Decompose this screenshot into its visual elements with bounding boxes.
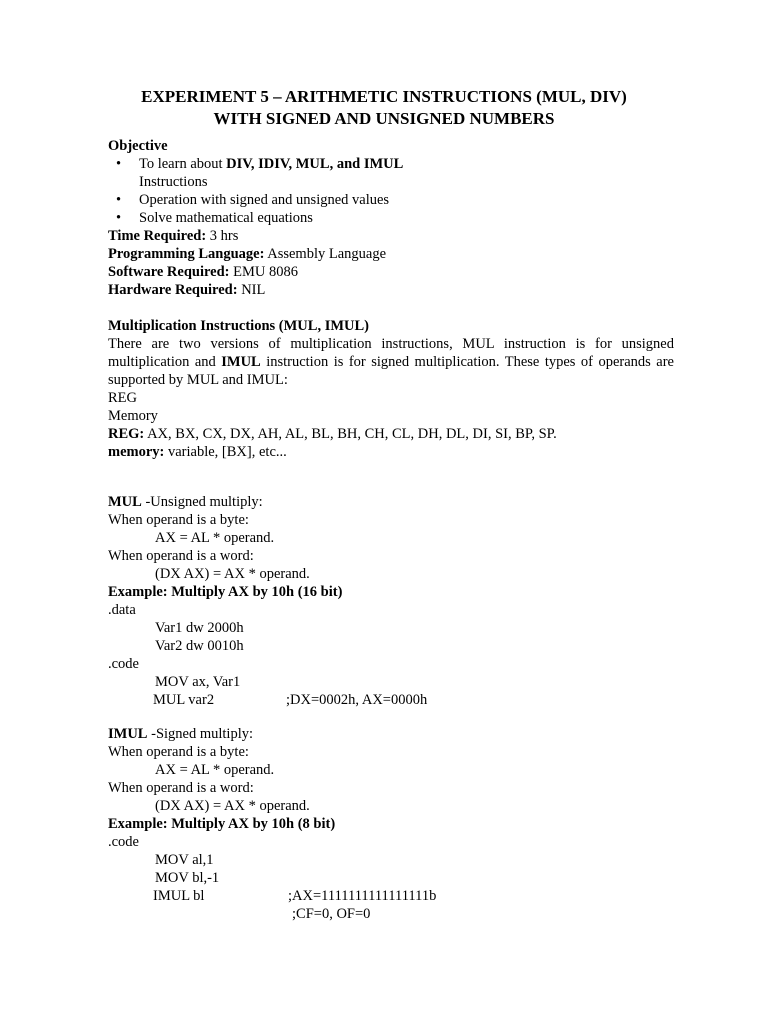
memory-list	[108, 443, 674, 461]
spacer	[108, 461, 674, 493]
bullet-1-bold: DIV, IDIV, MUL, and IMUL	[226, 156, 404, 172]
imul-instruction	[108, 887, 674, 905]
reg-list	[108, 425, 674, 443]
soft-value: EMU 8086	[229, 264, 298, 280]
objective-heading: Objective	[108, 138, 168, 154]
operand-memory: Memory	[108, 408, 158, 424]
para-part-2: instruction is for signed multiplication. These types of operands are supported by MUL and IMUL:	[108, 354, 674, 388]
mul-word-eq: (DX AX) = AX * operand.	[155, 566, 310, 582]
para-bold: IMUL	[221, 354, 261, 370]
imul-comment-2: ;CF=0, OF=0	[292, 906, 371, 922]
bullet-1-cont: Instructions	[139, 174, 208, 190]
imul-comment-1: ;AX=1111111111111111b	[288, 888, 437, 904]
mul-name: MUL	[108, 494, 142, 510]
mul-word-when: When operand is a word:	[108, 548, 254, 564]
imul-byte-when: When operand is a byte:	[108, 744, 249, 760]
software-required	[108, 263, 674, 281]
title-line-2: WITH SIGNED AND UNSIGNED NUMBERS	[213, 109, 555, 128]
bullet-icon: •	[116, 210, 122, 226]
objective-bullet-1-continued	[108, 173, 674, 191]
document-body	[108, 137, 674, 923]
soft-label: Software Required:	[108, 264, 230, 280]
imul-title	[108, 725, 674, 743]
bullet-icon: •	[116, 192, 122, 208]
para-part-1: There are two versions of multiplication instructions, MUL instruction is for unsigned multiplication and	[108, 336, 674, 370]
title-line-1: EXPERIMENT 5 – ARITHMETIC INSTRUCTIONS (MUL, DIV)	[141, 87, 627, 106]
hard-value: NIL	[237, 282, 266, 298]
mul-comment: ;DX=0002h, AX=0000h	[286, 692, 428, 708]
hardware-required	[108, 281, 674, 299]
imul-example: Example: Multiply AX by 10h (8 bit)	[108, 816, 336, 832]
mul-var1: Var1 dw 2000h	[155, 620, 244, 636]
mul-desc: -Unsigned multiply:	[141, 494, 263, 510]
objective-bullet-2	[108, 191, 674, 209]
bullet-2-text: Operation with signed and unsigned values	[139, 192, 390, 208]
imul-word-when: When operand is a word:	[108, 780, 254, 796]
mul-var2: Var2 dw 0010h	[155, 638, 244, 654]
mul-byte-when: When operand is a byte:	[108, 512, 249, 528]
bullet-3-text: Solve mathematical equations	[139, 210, 313, 226]
mem-values: variable, [BX], etc...	[164, 444, 287, 460]
imul-word-eq: (DX AX) = AX * operand.	[155, 798, 310, 814]
imul-mov1: MOV al,1	[155, 852, 214, 868]
mul-example: Example: Multiply AX by 10h (16 bit)	[108, 584, 343, 600]
bullet-1-prefix: To learn about	[139, 156, 227, 172]
time-required	[108, 227, 674, 245]
mul-inst: MUL var2	[153, 692, 215, 708]
spacer	[108, 709, 674, 725]
programming-language	[108, 245, 674, 263]
imul-byte-eq: AX = AL * operand.	[155, 762, 275, 778]
reg-label: REG:	[108, 426, 145, 442]
objective-bullet-1	[108, 155, 674, 173]
mem-label: memory:	[108, 444, 165, 460]
document-title	[0, 86, 768, 130]
bullet-icon: •	[116, 156, 122, 172]
time-value: 3 hrs	[206, 228, 239, 244]
reg-values: AX, BX, CX, DX, AH, AL, BL, BH, CH, CL, DH, DL, DI, SI, BP, SP.	[144, 426, 557, 442]
lang-label: Programming Language:	[108, 246, 265, 262]
imul-name: IMUL	[108, 726, 148, 742]
mul-instruction	[108, 691, 674, 709]
imul-inst: IMUL bl	[153, 888, 205, 904]
operand-reg: REG	[108, 390, 137, 406]
mul-data-directive: .data	[108, 602, 136, 618]
hard-label: Hardware Required:	[108, 282, 238, 298]
mul-mov: MOV ax, Var1	[155, 674, 241, 690]
mul-title	[108, 493, 674, 511]
time-label: Time Required:	[108, 228, 207, 244]
mul-code-directive: .code	[108, 656, 139, 672]
mul-section-paragraph	[108, 335, 674, 389]
mul-byte-eq: AX = AL * operand.	[155, 530, 275, 546]
imul-mov2: MOV bl,-1	[155, 870, 220, 886]
objective-bullet-3	[108, 209, 674, 227]
mul-section-heading: Multiplication Instructions (MUL, IMUL)	[108, 318, 369, 334]
lang-value: Assembly Language	[264, 246, 387, 262]
imul-code-directive: .code	[108, 834, 139, 850]
imul-desc: -Signed multiply:	[147, 726, 254, 742]
spacer	[108, 299, 674, 317]
